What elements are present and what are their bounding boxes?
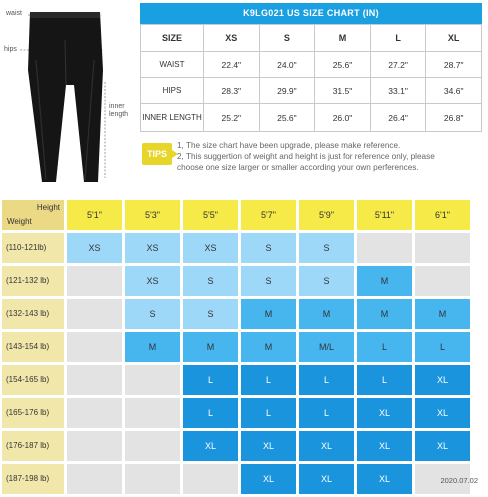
size-recommendation-cell: XS bbox=[125, 266, 180, 296]
size-recommendation-cell bbox=[415, 233, 470, 263]
hips-label: hips bbox=[4, 46, 17, 53]
size-recommendation-cell bbox=[67, 431, 122, 461]
measurement-cell: 26.8" bbox=[426, 104, 482, 132]
height-cell: 5'5" bbox=[183, 200, 238, 230]
height-header-row bbox=[2, 200, 474, 230]
size-chart-header-row bbox=[141, 25, 482, 52]
size-recommendation-cell: XS bbox=[67, 233, 122, 263]
tips-line: choose one size larger or smaller according your own perferences. bbox=[177, 163, 419, 172]
size-recommendation-cell: M bbox=[241, 299, 296, 329]
size-recommendation-cell: S bbox=[299, 266, 354, 296]
size-recommendation-cell bbox=[67, 266, 122, 296]
size-chart-title: K9LG021 US SIZE CHART (IN) bbox=[140, 3, 482, 24]
size-recommendation-cell bbox=[67, 299, 122, 329]
size-recommendation-cell: XL bbox=[299, 464, 354, 494]
size-header-label: SIZE bbox=[141, 25, 204, 52]
row-label: INNER LENGTH bbox=[141, 104, 204, 132]
size-recommendation-cell: XL bbox=[183, 431, 238, 461]
weight-row bbox=[2, 299, 474, 329]
size-recommendation-cell: M bbox=[183, 332, 238, 362]
size-recommendation-cell bbox=[67, 464, 122, 494]
size-recommendation-cell: S bbox=[125, 299, 180, 329]
size-recommendation-cell: L bbox=[241, 398, 296, 428]
inner-length-label: inner length bbox=[109, 103, 129, 118]
weight-cell: (165-176 lb) bbox=[2, 398, 64, 428]
measurement-cell: 27.2" bbox=[370, 52, 426, 78]
size-recommendation-cell: L bbox=[183, 398, 238, 428]
height-cell: 6'1" bbox=[415, 200, 470, 230]
weight-cell: (187-198 lb) bbox=[2, 464, 64, 494]
size-recommendation-cell: M bbox=[241, 332, 296, 362]
measurement-cell: 25.6" bbox=[315, 52, 371, 78]
size-recommendation-cell bbox=[67, 398, 122, 428]
weight-row bbox=[2, 398, 474, 428]
row-label: HIPS bbox=[141, 78, 204, 104]
height-cell: 5'9" bbox=[299, 200, 354, 230]
size-recommendation-cell: L bbox=[357, 332, 412, 362]
measurement-cell: 24.0" bbox=[259, 52, 315, 78]
size-chart-row-waist bbox=[141, 52, 482, 78]
size-chart-row-hips bbox=[141, 78, 482, 104]
size-header-cell: XS bbox=[204, 25, 260, 52]
size-header-cell: L bbox=[370, 25, 426, 52]
grid-corner bbox=[2, 200, 64, 230]
size-recommendation-cell: M bbox=[125, 332, 180, 362]
size-recommendation-cell: S bbox=[241, 266, 296, 296]
tips-text bbox=[177, 140, 483, 173]
size-header-cell: XL bbox=[426, 25, 482, 52]
size-recommendation-cell bbox=[357, 233, 412, 263]
size-recommendation-cell: L bbox=[299, 398, 354, 428]
size-recommendation-cell: L bbox=[415, 332, 470, 362]
row-label: WAIST bbox=[141, 52, 204, 78]
weight-row bbox=[2, 431, 474, 461]
size-recommendation-cell: L bbox=[183, 365, 238, 395]
size-recommendation-cell bbox=[67, 332, 122, 362]
size-recommendation-cell: XL bbox=[415, 365, 470, 395]
size-recommendation-cell: S bbox=[183, 299, 238, 329]
size-recommendation-cell: M bbox=[415, 299, 470, 329]
measurement-cell: 28.7" bbox=[426, 52, 482, 78]
size-recommendation-cell: L bbox=[357, 365, 412, 395]
cycling-pants-icon bbox=[0, 0, 140, 190]
size-recommendation-cell: L bbox=[299, 365, 354, 395]
weight-cell: (132-143 lb) bbox=[2, 299, 64, 329]
size-recommendation-cell: S bbox=[183, 266, 238, 296]
chart-date: 2020.07.02 bbox=[440, 476, 478, 485]
height-cell: 5'3" bbox=[125, 200, 180, 230]
height-weight-grid bbox=[2, 200, 474, 497]
size-recommendation-cell: M bbox=[299, 299, 354, 329]
size-recommendation-cell: M bbox=[357, 299, 412, 329]
size-recommendation-cell: XL bbox=[357, 464, 412, 494]
measurement-cell: 25.2" bbox=[204, 104, 260, 132]
size-recommendation-cell: XL bbox=[415, 431, 470, 461]
size-recommendation-cell bbox=[67, 365, 122, 395]
size-recommendation-cell: M bbox=[357, 266, 412, 296]
size-recommendation-cell bbox=[125, 398, 180, 428]
weight-row bbox=[2, 266, 474, 296]
waist-label: waist bbox=[6, 10, 22, 17]
measurement-cell: 26.0" bbox=[315, 104, 371, 132]
size-recommendation-cell: M/L bbox=[299, 332, 354, 362]
tips-badge: TIPS bbox=[142, 143, 172, 165]
size-recommendation-cell: XL bbox=[415, 398, 470, 428]
weight-row bbox=[2, 365, 474, 395]
size-recommendation-cell: XS bbox=[183, 233, 238, 263]
measurement-cell: 26.4" bbox=[370, 104, 426, 132]
weight-cell: (154-165 lb) bbox=[2, 365, 64, 395]
measurement-cell: 28.3" bbox=[204, 78, 260, 104]
measurement-cell: 29.9" bbox=[259, 78, 315, 104]
size-header-cell: S bbox=[259, 25, 315, 52]
size-recommendation-cell: XL bbox=[299, 431, 354, 461]
size-recommendation-cell: XS bbox=[125, 233, 180, 263]
size-recommendation-cell: L bbox=[241, 365, 296, 395]
height-cell: 5'11" bbox=[357, 200, 412, 230]
size-recommendation-cell bbox=[125, 464, 180, 494]
weight-cell: (121-132 lb) bbox=[2, 266, 64, 296]
measurement-cell: 33.1" bbox=[370, 78, 426, 104]
size-recommendation-cell bbox=[183, 464, 238, 494]
size-recommendation-cell: XL bbox=[357, 398, 412, 428]
size-header-cell: M bbox=[315, 25, 371, 52]
height-axis-label: Height bbox=[36, 203, 60, 212]
measurement-cell: 31.5" bbox=[315, 78, 371, 104]
measurement-cell: 22.4" bbox=[204, 52, 260, 78]
measurement-cell: 25.6" bbox=[259, 104, 315, 132]
height-cell: 5'7" bbox=[241, 200, 296, 230]
tips-line: 1, The size chart have been upgrade, please make reference. bbox=[177, 141, 401, 150]
size-recommendation-cell: XL bbox=[357, 431, 412, 461]
size-recommendation-cell: XL bbox=[241, 431, 296, 461]
weight-row bbox=[2, 233, 474, 263]
weight-cell: (143-154 lb) bbox=[2, 332, 64, 362]
size-recommendation-cell: XL bbox=[241, 464, 296, 494]
size-chart-table bbox=[140, 24, 482, 132]
size-chart-row-inner-length bbox=[141, 104, 482, 132]
product-image bbox=[0, 0, 140, 190]
size-recommendation-cell bbox=[125, 431, 180, 461]
measurement-cell: 34.6" bbox=[426, 78, 482, 104]
weight-axis-label: Weight bbox=[7, 217, 32, 226]
height-cell: 5'1" bbox=[67, 200, 122, 230]
size-recommendation-cell: S bbox=[299, 233, 354, 263]
size-recommendation-cell bbox=[415, 266, 470, 296]
weight-cell: (176-187 lb) bbox=[2, 431, 64, 461]
size-recommendation-cell bbox=[125, 365, 180, 395]
size-chart bbox=[140, 3, 482, 132]
size-recommendation-cell: S bbox=[241, 233, 296, 263]
weight-row bbox=[2, 464, 474, 494]
weight-row bbox=[2, 332, 474, 362]
tips-line: 2, This suggertion of weight and height is just for reference only, please bbox=[177, 152, 435, 161]
weight-cell: (110-121lb) bbox=[2, 233, 64, 263]
